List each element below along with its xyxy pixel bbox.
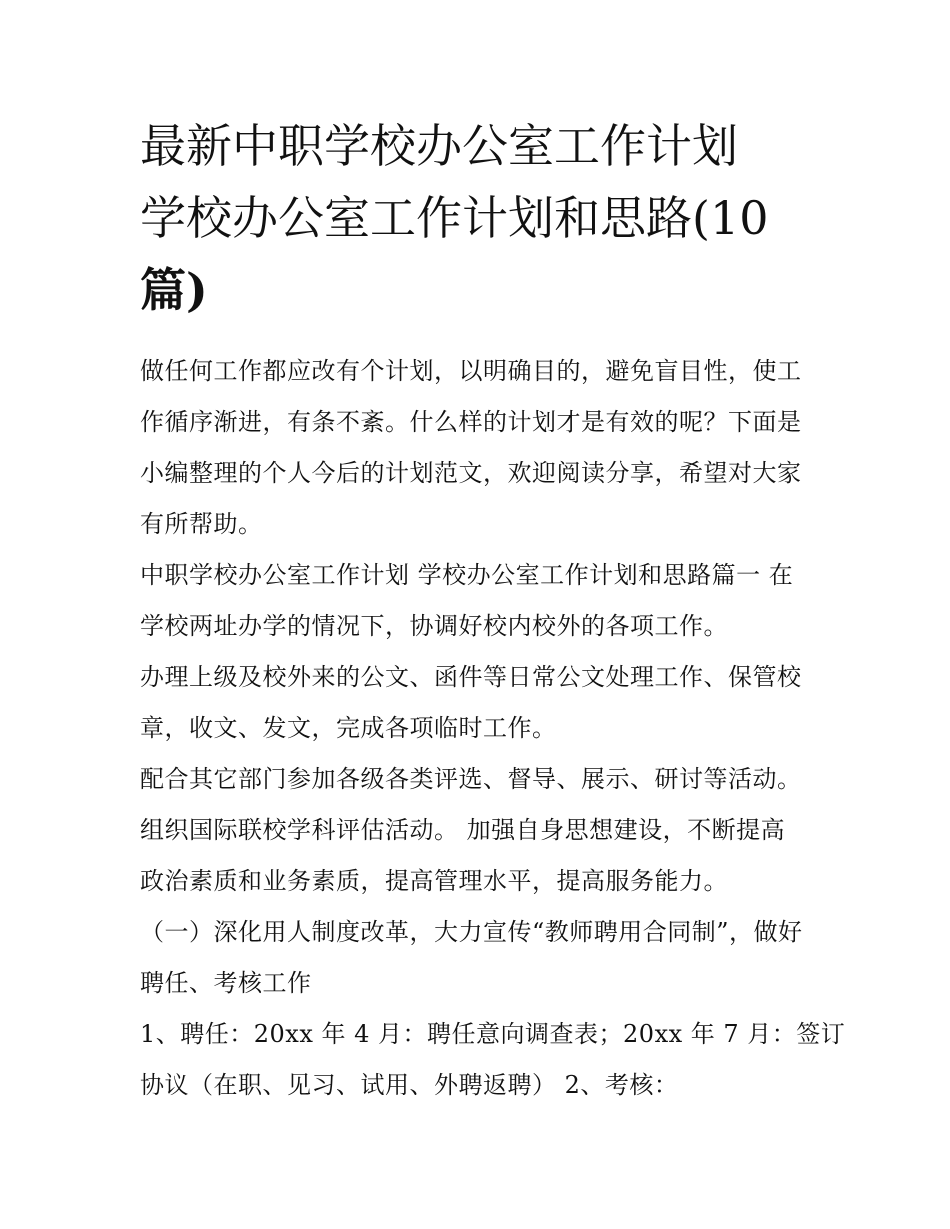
text-line: 组织国际联校学科评估活动。 加强自身思想建设，不断提高 xyxy=(140,816,786,844)
intro-paragraph xyxy=(140,346,812,550)
text-line: 聘任、考核工作 xyxy=(140,969,312,997)
text-line: （一）深化用人制度改革，大力宣传“教师聘用合同制”，做好 xyxy=(140,918,803,946)
title-line-2: 学校办公室工作计划和思路(10 xyxy=(140,191,769,245)
text-line: 政治素质和业务素质，提高管理水平，提高服务能力。 xyxy=(140,867,728,895)
text-line: 协议（在职、见习、试用、外聘返聘） 2、考核： xyxy=(140,1071,679,1099)
document-page xyxy=(140,110,846,1111)
text-line: 做任何工作都应改有个计划，以明确目的，避免盲目性，使工 xyxy=(140,357,802,385)
text-line: 配合其它部门参加各级各类评选、督导、展示、研讨等活动。 xyxy=(140,765,802,793)
text-line: 作循序渐进，有条不紊。什么样的计划才是有效的呢？下面是 xyxy=(140,408,802,436)
text-line: 学校两址办学的情况下，协调好校内校外的各项工作。 xyxy=(140,612,728,640)
text-line: 中职学校办公室工作计划 学校办公室工作计划和思路篇一 在 xyxy=(140,561,794,589)
title-line-3: 篇) xyxy=(140,263,208,317)
appointment-paragraph xyxy=(140,1009,846,1111)
section-one-paragraph xyxy=(140,550,812,652)
reform-heading-paragraph xyxy=(140,907,812,1009)
activities-paragraph xyxy=(140,754,812,907)
text-line: 1、聘任：20xx 年 4 月：聘任意向调查表；20xx 年 7 月：签订 xyxy=(140,1020,846,1048)
title-line-1: 最新中职学校办公室工作计划 xyxy=(140,119,738,173)
text-line: 小编整理的个人今后的计划范文，欢迎阅读分享，希望对大家 xyxy=(140,459,802,487)
text-line: 有所帮助。 xyxy=(140,510,263,538)
documents-paragraph xyxy=(140,652,812,754)
text-line: 章，收文、发文，完成各项临时工作。 xyxy=(140,714,557,742)
text-line: 办理上级及校外来的公文、函件等日常公文处理工作、保管校 xyxy=(140,663,802,691)
document-title xyxy=(140,110,812,326)
